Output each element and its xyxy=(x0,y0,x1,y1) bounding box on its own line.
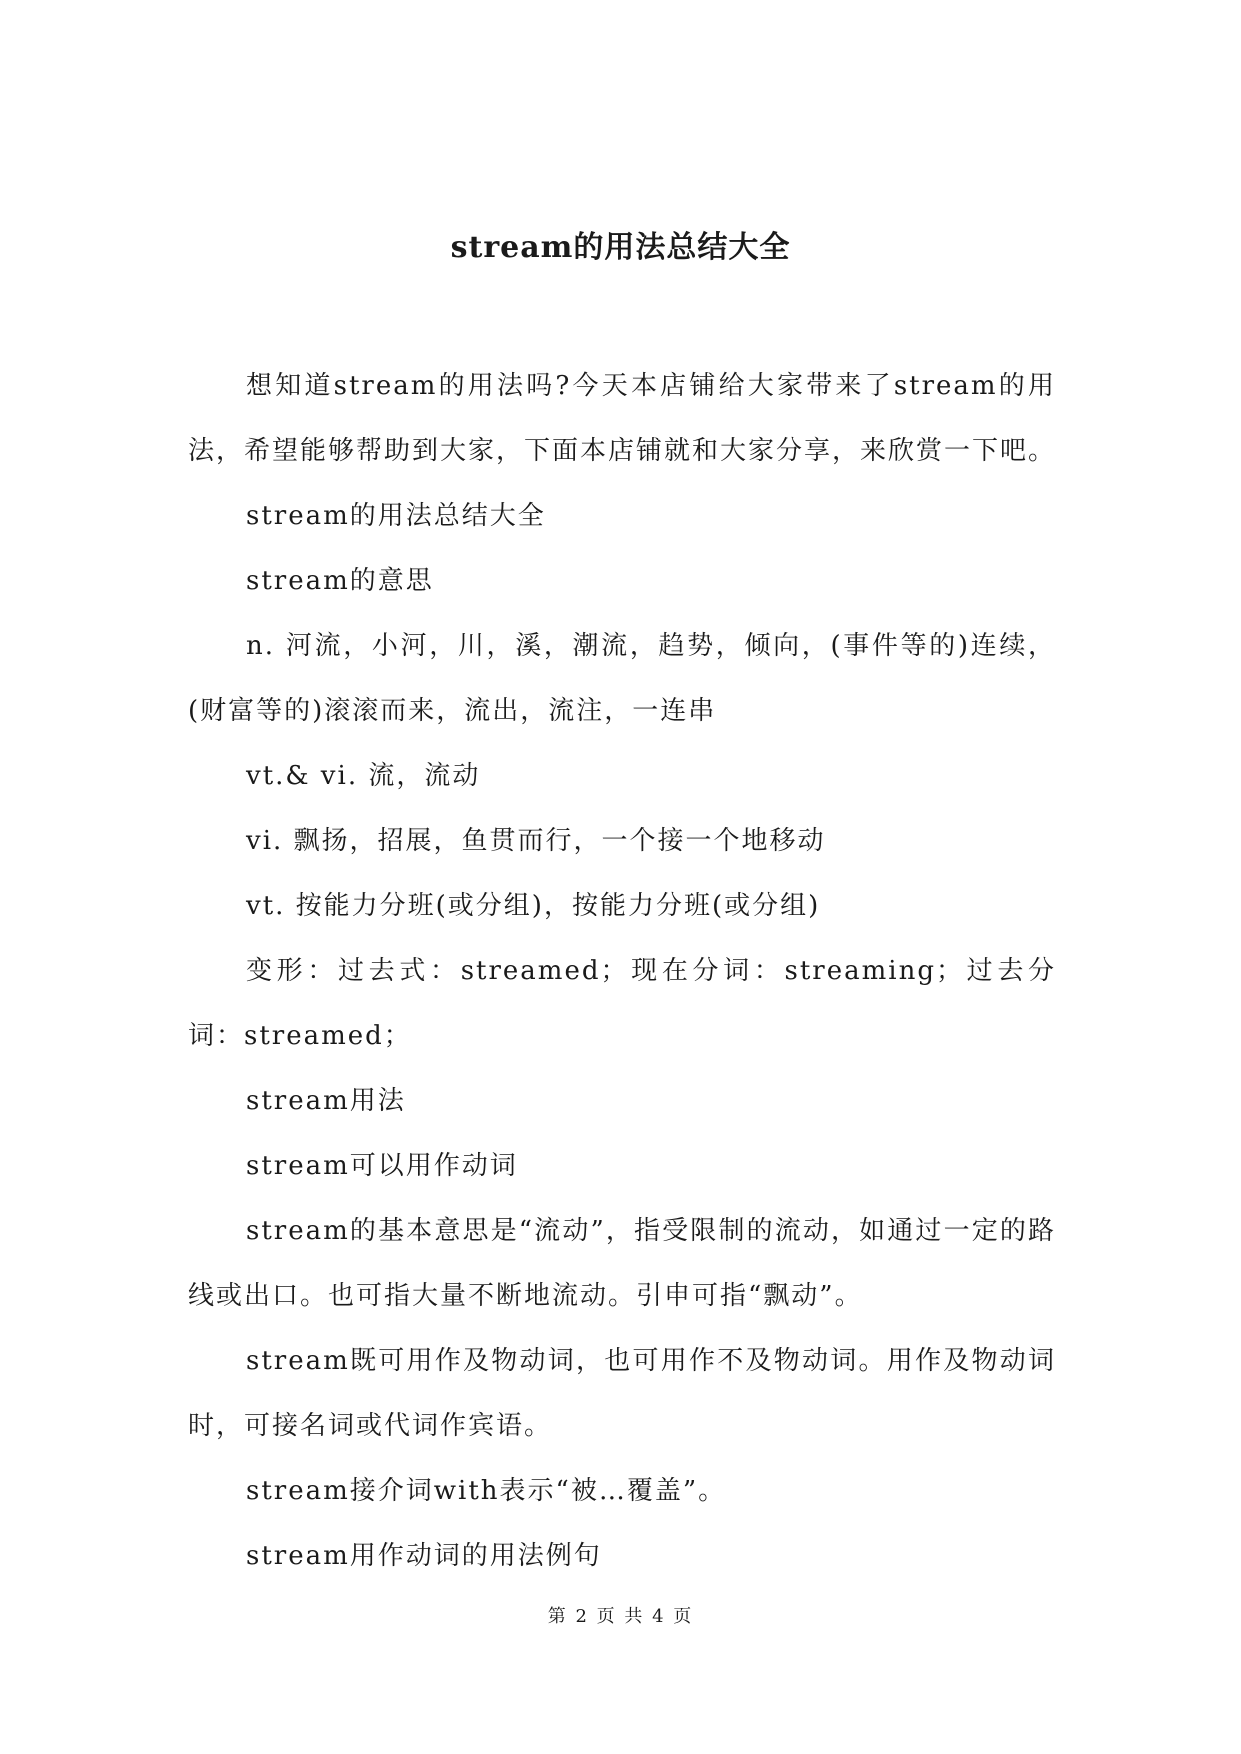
paragraph-vt-definition: vt. 按能力分班(或分组)，按能力分班(或分组) xyxy=(246,891,821,921)
paragraph-vi-definition: vi. 飘扬，招展，鱼贯而行，一个接一个地移动 xyxy=(246,826,826,856)
paragraph-transitivity: stream既可用作及物动词，也可用作不及物动词。用作及物动词时，可接名词或代词作宾语。 xyxy=(188,1346,1056,1441)
paragraph-intro: 想知道stream的用法吗?今天本店铺给大家带来了stream的用法，希望能够帮助到大家，下面本店铺就和大家分享，来欣赏一下吧。 xyxy=(188,371,1057,466)
document-body xyxy=(188,354,1056,1589)
paragraph-verb-usage: stream可以用作动词 xyxy=(246,1151,518,1181)
paragraph-heading-summary: stream的用法总结大全 xyxy=(246,501,546,531)
document-title: stream的用法总结大全 xyxy=(450,230,791,265)
page-number-footer: 第 2 页 共 4 页 xyxy=(547,1606,694,1627)
paragraph-inflections: 变形：过去式：streamed；现在分词：streaming；过去分词：streamed； xyxy=(188,956,1056,1051)
paragraph-with-preposition: stream接介词with表示“被…覆盖”。 xyxy=(246,1476,727,1506)
paragraph-basic-meaning: stream的基本意思是“流动”，指受限制的流动，如通过一定的路线或出口。也可指大量不断地流动。引申可指“飘动”。 xyxy=(188,1216,1056,1311)
paragraph-heading-usage: stream用法 xyxy=(246,1086,406,1116)
paragraph-heading-examples: stream用作动词的用法例句 xyxy=(246,1541,602,1571)
paragraph-vt-vi-definition: vt.& vi. 流，流动 xyxy=(246,761,481,791)
paragraph-heading-meaning: stream的意思 xyxy=(246,566,434,596)
paragraph-noun-definition: n. 河流，小河，川，溪，潮流，趋势，倾向，(事件等的)连续，(财富等的)滚滚而来，流出，流注，一连串 xyxy=(188,631,1056,726)
